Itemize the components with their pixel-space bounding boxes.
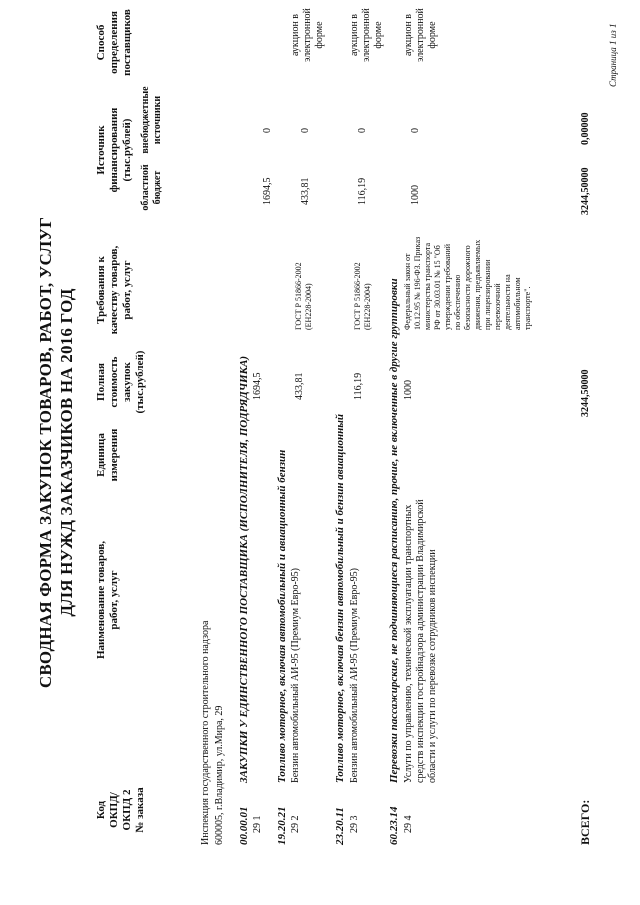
group1-code: 00.00.01 xyxy=(238,806,250,845)
group2-title: Топливо моторное, включая автомобильный и авиационный бензин xyxy=(276,449,288,783)
header-name: Наименование товаров, работ, услуг xyxy=(95,540,120,660)
group4-item: Услуги по управлению, технической эксплуатации транспортных средств инспекции гостройнадзора администрации Владимирской области и услуги по перевозке сотрудников инспекции xyxy=(403,499,438,783)
total-regional: 3244,50000 xyxy=(580,167,591,215)
group3-regional: 116,19 xyxy=(357,177,368,205)
group3-extra: 0 xyxy=(357,128,368,133)
org-address: 600005, г.Владимир, ул.Мира, 29 xyxy=(214,705,225,845)
group1-cost: 1694,5 xyxy=(252,372,263,400)
group1-extra: 0 xyxy=(262,128,273,133)
group3-item: Бензин автомобильный АИ-95 (Премиум Евро-95) xyxy=(349,567,360,783)
group2-requirements: ГОСТ Р 51866-2002 (ЕН228-2004) xyxy=(294,262,313,330)
group4-order: 29 4 xyxy=(403,815,414,833)
group3-cost: 116,19 xyxy=(353,372,364,400)
group4-cost: 1000 xyxy=(403,380,414,400)
header-source-regional: областной бюджет xyxy=(140,164,163,211)
group2-cost: 433,81 xyxy=(294,372,305,400)
group2-extra: 0 xyxy=(300,128,311,133)
group2-regional: 433,81 xyxy=(300,177,311,205)
group4-regional: 1000 xyxy=(410,185,421,205)
header-code: Код ОКПД/ ОКПД 2 № заказа xyxy=(95,787,146,833)
header-cost: Полная стоимость закупок (тыс.рублей) xyxy=(95,350,146,414)
total-cost: 3244,50000 xyxy=(580,369,591,417)
group1-regional: 1694,5 xyxy=(262,177,273,205)
group3-order: 29 3 xyxy=(349,815,360,833)
group4-requirements: Федеральный закон от 10.12.95 № 196-ФЗ. Приказ министерства транспорта РФ от 30.03.01 № 15 "Об утверждении требований по обеспечению безопасности дорожного движения, предъявляемых при лицензировании перевозочной деятельности на автомобильном транспорте". xyxy=(403,236,532,330)
header-method: Способ определения поставщиков xyxy=(95,9,133,76)
document-title-line1: СВОДНАЯ ФОРМА ЗАКУПОК ТОВАРОВ, РАБОТ, УСЛУГ xyxy=(36,216,55,689)
group4-extra: 0 xyxy=(410,128,421,133)
group1-order: 29 1 xyxy=(252,815,263,833)
total-label: ВСЕГО: xyxy=(578,799,592,845)
org-name: Инспекция государственного строительного надзора xyxy=(200,620,211,845)
group3-title: Топливо моторное, включая бензин автомобильный и бензин авиационный xyxy=(334,413,346,783)
group4-code: 60.23.14 xyxy=(388,806,400,845)
group3-requirements: ГОСТ Р 51866-2002 (ЕН228-2004) xyxy=(353,262,372,330)
group2-code: 19.20.21 xyxy=(276,806,288,845)
page-footer: Страница 1 из 1 xyxy=(608,23,618,87)
group4-title: Перевозки пассажирские, не подчиняющиеся расписанию, прочие, не включенные в другие группировки xyxy=(388,278,400,783)
group1-title: ЗАКУПКИ У ЕДИНСТВЕННОГО ПОСТАВЩИКА (ИСПОЛНИТЕЛЯ, ПОДРЯДЧИКА) xyxy=(238,355,250,783)
group2-method: аукцион в электронной форме xyxy=(290,8,325,62)
header-unit: Единица измерения xyxy=(95,428,120,482)
document-title-line2: ДЛЯ НУЖД ЗАКАЗЧИКОВ НА 2016 ГОД xyxy=(57,288,76,617)
header-requirements: Требования к качеству товаров, работ, услуг xyxy=(95,245,133,335)
group3-method: аукцион в электронной форме xyxy=(349,8,384,62)
group4-method: аукцион в электронной форме xyxy=(403,8,438,62)
group3-code: 23.20.11 xyxy=(334,807,346,845)
header-source: Источник финансирования (тыс.рублей) xyxy=(95,107,133,193)
total-extra: 0,00000 xyxy=(580,112,591,145)
group2-order: 29 2 xyxy=(290,815,301,833)
group2-item: Бензин автомобильный АИ-95 (Премиум Евро-95) xyxy=(290,567,301,783)
header-source-extra: внебюджетные источники xyxy=(140,86,163,154)
